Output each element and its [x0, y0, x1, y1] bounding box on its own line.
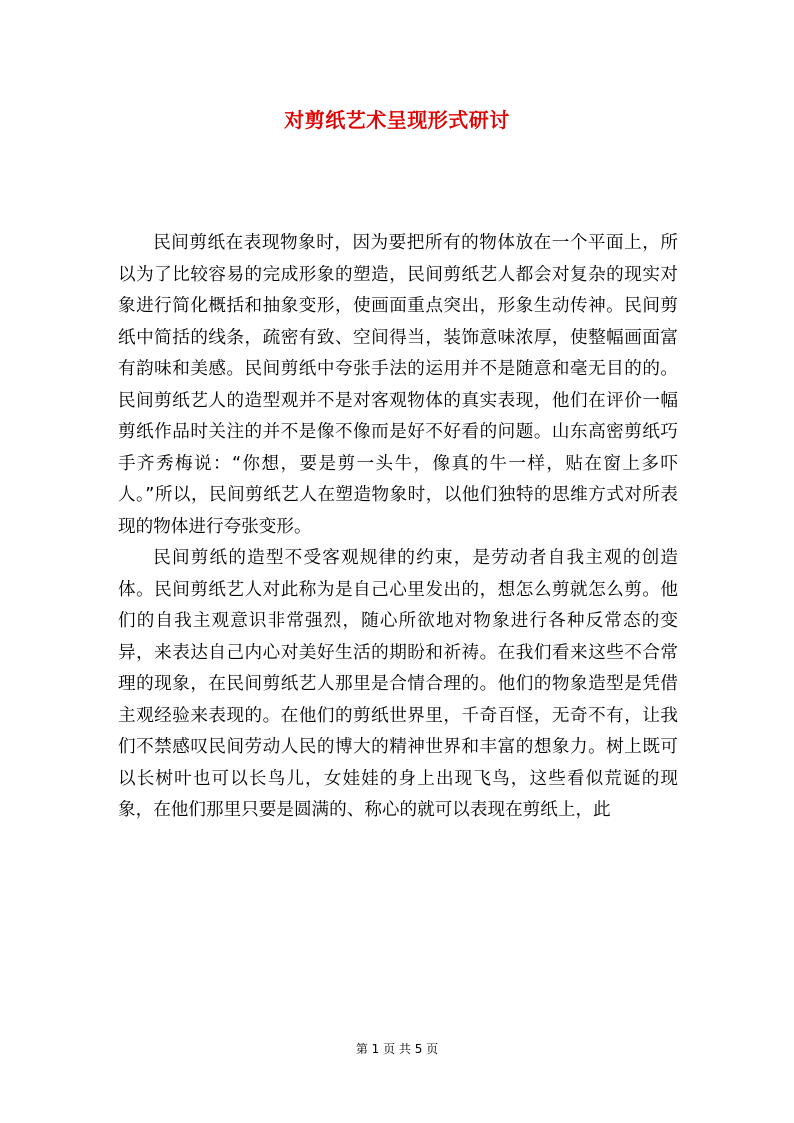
paragraph: 民间剪纸的造型不受客观规律的约束，是劳动者自我主观的创造体。民间剪纸艺人对此称为是自己心里发出的，想怎么剪就怎么剪。他们的自我主观意识非常强烈，随心所欲地对物象进行各种反常态的变异，来表达自己内心对美好生活的期盼和祈祷。在我们看来这些不合常理的现象，在民间剪纸艺人那里是合情合理的。他们的物象造型是凭借主观经验来表现的。在他们的剪纸世界里，千奇百怪，无奇不有，让我们不禁感叹民间劳动人民的博大的精神世界和丰富的想象力。树上既可以长树叶也可以长鸟儿，女娃娃的身上出现飞鸟，这些看似荒诞的现象，在他们那里只要是圆满的、称心的就可以表现在剪纸上，此 [118, 548, 678, 820]
paragraph: 民间剪纸在表现物象时，因为要把所有的物体放在一个平面上，所以为了比较容易的完成形象的塑造，民间剪纸艺人都会对复杂的现实对象进行简化概括和抽象变形，使画面重点突出，形象生动传神。民间剪纸中简括的线条，疏密有致、空间得当，装饰意味浓厚，使整幅画面富有韵味和美感。民间剪纸中夸张手法的运用并不是随意和毫无目的的。民间剪纸艺人的造型观并不是对客观物体的真实表现，他们在评价一幅剪纸作品时关注的并不是像不像而是好不好看的问题。山东高密剪纸巧手齐秀梅说：“你想，要是剪一头牛，像真的牛一样，贴在窗上多吓人。”所以，民间剪纸艺人在塑造物象时，以他们独特的思维方式对所表现的物体进行夸张变形。 [118, 233, 678, 537]
document-title: 对剪纸艺术呈现形式研讨 [284, 108, 510, 132]
document-body [118, 228, 678, 827]
page-number: 第 1 页 共 5 页 [355, 1042, 439, 1056]
